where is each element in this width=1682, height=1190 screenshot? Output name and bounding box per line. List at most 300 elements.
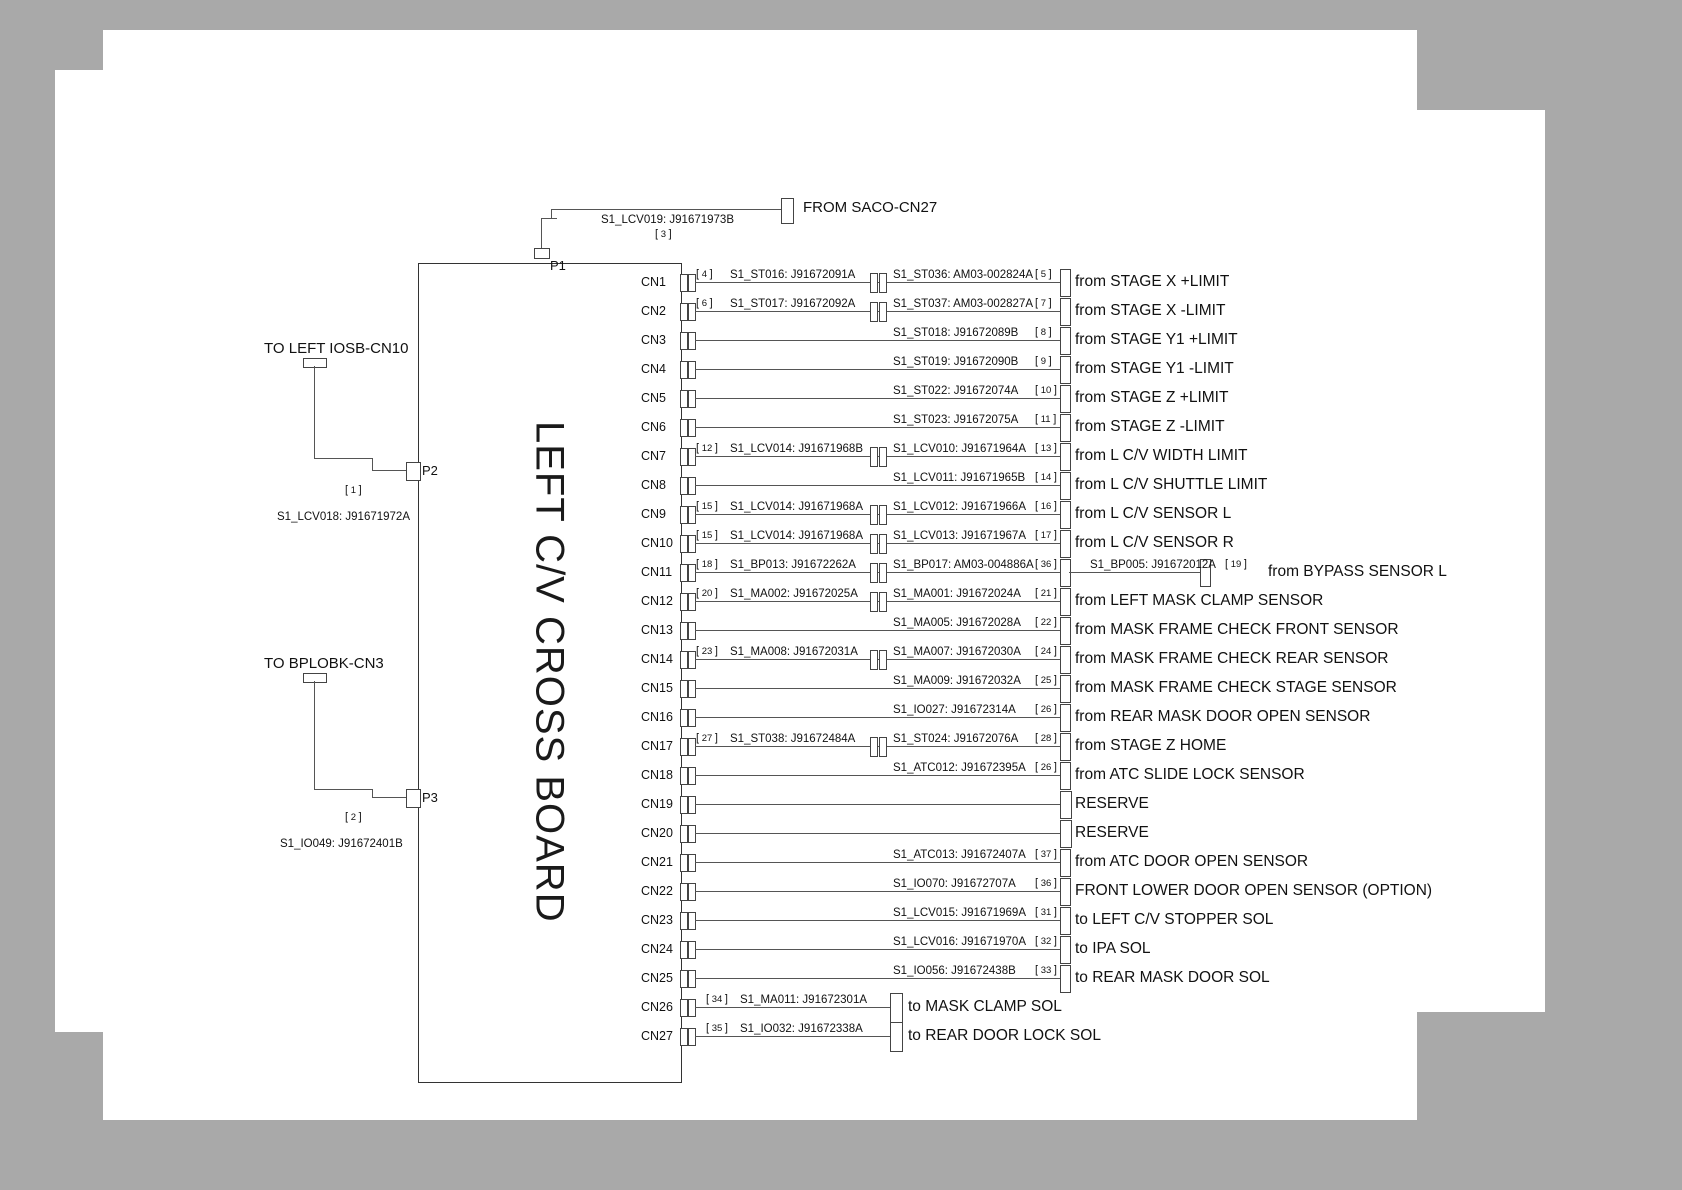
row-CN14-board-connector-b xyxy=(688,651,696,669)
row-CN17-mid-tag: [ 27 ] xyxy=(696,732,718,744)
row-CN3-board-connector-b xyxy=(688,332,696,350)
row-CN7-description: from L C/V WIDTH LIMIT xyxy=(1075,447,1248,464)
row-CN13-description: from MASK FRAME CHECK FRONT SENSOR xyxy=(1075,621,1399,638)
row-CN16-description: from REAR MASK DOOR OPEN SENSOR xyxy=(1075,708,1371,725)
row-CN19-board-connector-b xyxy=(688,796,696,814)
row-CN12-label: CN12 xyxy=(641,594,673,608)
row-CN17-label: CN17 xyxy=(641,739,673,753)
row-CN16-tag-number: 26 xyxy=(1040,704,1052,715)
row-CN3-tag-number: 8 xyxy=(1040,327,1046,338)
row-CN16-end-connector xyxy=(1060,704,1071,732)
row-CN11-mid-cable: S1_BP013: J91672262A xyxy=(730,559,856,571)
row-CN1-end-connector xyxy=(1060,269,1071,297)
row-CN1-tag-number: 5 xyxy=(1040,269,1046,280)
top-link-cable-label: S1_LCV019: J91671973B xyxy=(601,214,734,226)
row-CN9-mid-cable: S1_LCV014: J91671968A xyxy=(730,501,863,513)
row-CN2-tag-number: 7 xyxy=(1040,298,1046,309)
top-link-hline-a xyxy=(541,218,557,219)
bplobk-cn3-label: TO BPLOBK-CN3 xyxy=(264,655,384,672)
row-CN5-board-connector-b xyxy=(688,390,696,408)
row-CN21-wire xyxy=(695,862,1060,863)
row-CN8-tag-number: 14 xyxy=(1040,472,1052,483)
row-CN23-board-connector-a xyxy=(680,912,688,930)
row-CN27-mid-tag: [ 35 ] xyxy=(706,1022,728,1034)
row-CN21-tag-number: 37 xyxy=(1040,849,1052,860)
row-CN4-wire xyxy=(695,369,1060,370)
row-CN21-board-connector-b xyxy=(688,854,696,872)
row-CN26-wire xyxy=(695,1007,890,1008)
row-CN9-mid-tag: [ 15 ] xyxy=(696,500,718,512)
row-CN2-board-connector-a xyxy=(680,303,688,321)
row-CN24-board-connector-a xyxy=(680,941,688,959)
left-link1-hline2 xyxy=(372,470,408,471)
row-CN13-label: CN13 xyxy=(641,623,673,637)
row-CN14-description: from MASK FRAME CHECK REAR SENSOR xyxy=(1075,650,1389,667)
row-CN8-wire xyxy=(695,485,1060,486)
row-CN1-mid-cable: S1_ST016: J91672091A xyxy=(730,269,856,281)
row-CN3-cable: S1_ST018: J91672089B xyxy=(893,327,1019,339)
port-p2-connector xyxy=(406,462,421,481)
row-CN1-board-connector-b xyxy=(688,274,696,292)
row-CN16-label: CN16 xyxy=(641,710,673,724)
row-CN4-tag: [ 9 ] xyxy=(1035,355,1052,367)
left-link1-tag-number: 1 xyxy=(350,485,356,496)
row-CN5-tag-number: 10 xyxy=(1040,385,1052,396)
row-CN8-board-connector-a xyxy=(680,477,688,495)
row-CN1-description: from STAGE X +LIMIT xyxy=(1075,273,1230,290)
row-CN18-cable: S1_ATC012: J91672395A xyxy=(893,762,1026,774)
row-CN11-extra-tag-number: 19 xyxy=(1230,559,1242,570)
row-CN14-mid-cable: S1_MA008: J91672031A xyxy=(730,646,858,658)
row-CN4-tag-number: 9 xyxy=(1040,356,1046,367)
row-CN19-label: CN19 xyxy=(641,797,673,811)
row-CN9-description: from L C/V SENSOR L xyxy=(1075,505,1232,522)
row-CN11-label: CN11 xyxy=(641,565,673,579)
row-CN23-cable: S1_LCV015: J91671969A xyxy=(893,907,1026,919)
row-CN11-tag: [ 36 ] xyxy=(1035,558,1057,570)
row-CN9-board-connector-a xyxy=(680,506,688,524)
row-CN6-tag-number: 11 xyxy=(1040,414,1051,425)
row-CN20-end-connector xyxy=(1060,820,1072,848)
row-CN5-description: from STAGE Z +LIMIT xyxy=(1075,389,1229,406)
row-CN21-tag: [ 37 ] xyxy=(1035,848,1057,860)
row-CN6-board-connector-a xyxy=(680,419,688,437)
left-link2-tag-number: 2 xyxy=(350,812,356,823)
row-CN1-mid-connector-b xyxy=(879,273,887,293)
row-CN21-description: from ATC DOOR OPEN SENSOR xyxy=(1075,853,1309,870)
row-CN14-board-connector-a xyxy=(680,651,688,669)
row-CN16-board-connector-b xyxy=(688,709,696,727)
row-CN4-label: CN4 xyxy=(641,362,667,376)
row-CN13-cable: S1_MA005: J91672028A xyxy=(893,617,1021,629)
row-CN7-tag-number: 13 xyxy=(1040,443,1052,454)
row-CN27-board-connector-a xyxy=(680,1028,688,1046)
row-CN12-mid-tag-number: 20 xyxy=(701,588,713,599)
port-p3-connector xyxy=(406,789,421,808)
corner-notch-bottom-left xyxy=(55,1032,103,1120)
row-CN17-mid-connector-b xyxy=(879,737,887,757)
row-CN27-wire xyxy=(695,1036,890,1037)
left-link1-cable-label: S1_LCV018: J91671972A xyxy=(277,511,410,523)
row-CN9-tag-number: 16 xyxy=(1040,501,1052,512)
row-CN10-board-connector-b xyxy=(688,535,696,553)
row-CN9-mid-connector-a xyxy=(870,505,878,525)
row-CN7-mid-connector-a xyxy=(870,447,878,467)
row-CN11-extra-cable: S1_BP005: J91672012A xyxy=(1090,559,1216,571)
row-CN13-tag: [ 22 ] xyxy=(1035,616,1057,628)
row-CN18-end-connector xyxy=(1060,762,1071,790)
row-CN7-mid-tag: [ 12 ] xyxy=(696,442,718,454)
row-CN19-wire xyxy=(695,804,1060,805)
row-CN21-label: CN21 xyxy=(641,855,673,869)
row-CN8-board-connector-b xyxy=(688,477,696,495)
row-CN15-label: CN15 xyxy=(641,681,673,695)
row-CN16-wire xyxy=(695,717,1060,718)
row-CN1-mid-connector-a xyxy=(870,273,878,293)
row-CN17-cable: S1_ST024: J91672076A xyxy=(893,733,1019,745)
row-CN27-label: CN27 xyxy=(641,1029,673,1043)
row-CN24-tag-number: 32 xyxy=(1040,936,1052,947)
row-CN15-cable: S1_MA009: J91672032A xyxy=(893,675,1021,687)
top-link-vline xyxy=(541,218,542,248)
row-CN2-mid-cable: S1_ST017: J91672092A xyxy=(730,298,856,310)
row-CN3-description: from STAGE Y1 +LIMIT xyxy=(1075,331,1238,348)
row-CN15-board-connector-b xyxy=(688,680,696,698)
row-CN22-wire xyxy=(695,891,1060,892)
row-CN11-tag-number: 36 xyxy=(1040,559,1052,570)
row-CN1-mid-tag-number: 4 xyxy=(701,269,707,280)
row-CN10-tag-number: 17 xyxy=(1040,530,1052,541)
row-CN5-wire xyxy=(695,398,1060,399)
row-CN18-tag: [ 26 ] xyxy=(1035,761,1057,773)
row-CN24-description: to IPA SOL xyxy=(1075,940,1151,957)
row-CN25-wire xyxy=(695,978,1060,979)
row-CN26-end-connector xyxy=(890,993,903,1023)
row-CN22-board-connector-a xyxy=(680,883,688,901)
row-CN24-label: CN24 xyxy=(641,942,673,956)
row-CN10-mid-tag: [ 15 ] xyxy=(696,529,718,541)
row-CN16-board-connector-a xyxy=(680,709,688,727)
top-link-hline-b xyxy=(551,209,781,210)
row-CN23-label: CN23 xyxy=(641,913,673,927)
corner-notch-top-left xyxy=(55,30,103,70)
row-CN1-mid-tag: [ 4 ] xyxy=(696,268,713,280)
row-CN12-mid-connector-b xyxy=(879,592,887,612)
row-CN21-cable: S1_ATC013: J91672407A xyxy=(893,849,1026,861)
row-CN16-cable: S1_IO027: J91672314A xyxy=(893,704,1016,716)
row-CN8-description: from L C/V SHUTTLE LIMIT xyxy=(1075,476,1268,493)
row-CN9-label: CN9 xyxy=(641,507,667,521)
row-CN4-description: from STAGE Y1 -LIMIT xyxy=(1075,360,1234,377)
row-CN11-mid-connector-a xyxy=(870,563,878,583)
port-p1-label: P1 xyxy=(550,258,566,273)
row-CN9-end-connector xyxy=(1060,501,1071,529)
row-CN6-wire xyxy=(695,427,1060,428)
row-CN10-mid-connector-b xyxy=(879,534,887,554)
row-CN7-tag: [ 13 ] xyxy=(1035,442,1057,454)
row-CN6-tag: [ 11 ] xyxy=(1035,413,1057,425)
row-CN22-description: FRONT LOWER DOOR OPEN SENSOR (OPTION) xyxy=(1075,882,1433,899)
left-iosb-cn10-connector xyxy=(303,358,327,368)
row-CN17-tag: [ 28 ] xyxy=(1035,732,1057,744)
left-link1-hline xyxy=(314,458,372,459)
row-CN4-end-connector xyxy=(1060,356,1071,384)
row-CN14-mid-connector-b xyxy=(879,650,887,670)
row-CN17-mid-tag-number: 27 xyxy=(701,733,713,744)
row-CN23-end-connector xyxy=(1060,907,1071,935)
row-CN10-description: from L C/V SENSOR R xyxy=(1075,534,1234,551)
row-CN2-tag: [ 7 ] xyxy=(1035,297,1052,309)
row-CN14-tag: [ 24 ] xyxy=(1035,645,1057,657)
row-CN25-tag-number: 33 xyxy=(1040,965,1052,976)
row-CN26-mid-cable: S1_MA011: J91672301A xyxy=(740,994,868,1006)
row-CN4-cable: S1_ST019: J91672090B xyxy=(893,356,1019,368)
row-CN5-cable: S1_ST022: J91672074A xyxy=(893,385,1019,397)
row-CN3-end-connector xyxy=(1060,327,1071,355)
row-CN12-board-connector-a xyxy=(680,593,688,611)
row-CN11-mid-connector-b xyxy=(879,563,887,583)
row-CN22-end-connector xyxy=(1060,878,1071,906)
row-CN9-tag: [ 16 ] xyxy=(1035,500,1057,512)
saco-cn27-connector xyxy=(781,198,794,224)
left-link2-vline xyxy=(314,681,315,789)
row-CN12-end-connector xyxy=(1060,588,1071,616)
row-CN6-label: CN6 xyxy=(641,420,667,434)
row-CN25-board-connector-b xyxy=(688,970,696,988)
row-CN12-cable: S1_MA001: J91672024A xyxy=(893,588,1021,600)
row-CN17-mid-connector-a xyxy=(870,737,878,757)
row-CN2-mid-connector-a xyxy=(870,302,878,322)
port-p2-label: P2 xyxy=(422,463,438,478)
row-CN4-board-connector-a xyxy=(680,361,688,379)
row-CN13-end-connector xyxy=(1060,617,1071,645)
row-CN25-end-connector xyxy=(1060,965,1071,993)
row-CN25-description: to REAR MASK DOOR SOL xyxy=(1075,969,1270,986)
row-CN1-tag: [ 5 ] xyxy=(1035,268,1052,280)
row-CN13-board-connector-b xyxy=(688,622,696,640)
row-CN17-mid-cable: S1_ST038: J91672484A xyxy=(730,733,856,745)
saco-cn27-label: FROM SACO-CN27 xyxy=(803,199,938,216)
row-CN27-end-connector xyxy=(890,1022,903,1052)
row-CN10-cable: S1_LCV013: J91671967A xyxy=(893,530,1026,542)
row-CN11-mid-tag: [ 18 ] xyxy=(696,558,718,570)
row-CN9-cable: S1_LCV012: J91671966A xyxy=(893,501,1026,513)
port-p3-label: P3 xyxy=(422,790,438,805)
row-CN21-end-connector xyxy=(1060,849,1071,877)
row-CN20-wire xyxy=(695,833,1060,834)
row-CN3-tag: [ 8 ] xyxy=(1035,326,1052,338)
row-CN18-description: from ATC SLIDE LOCK SENSOR xyxy=(1075,766,1305,783)
left-link2-hline2 xyxy=(372,797,408,798)
row-CN11-end-connector xyxy=(1060,559,1071,587)
row-CN12-board-connector-b xyxy=(688,593,696,611)
row-CN2-board-connector-b xyxy=(688,303,696,321)
row-CN22-tag-number: 36 xyxy=(1040,878,1052,889)
row-CN11-mid-tag-number: 18 xyxy=(701,559,713,570)
row-CN3-wire xyxy=(695,340,1060,341)
row-CN6-cable: S1_ST023: J91672075A xyxy=(893,414,1019,426)
row-CN15-end-connector xyxy=(1060,675,1071,703)
row-CN2-mid-connector-b xyxy=(879,302,887,322)
row-CN17-board-connector-b xyxy=(688,738,696,756)
left-link1-vline2 xyxy=(372,458,373,470)
row-CN19-board-connector-a xyxy=(680,796,688,814)
row-CN22-tag: [ 36 ] xyxy=(1035,877,1057,889)
row-CN5-label: CN5 xyxy=(641,391,667,405)
row-CN26-board-connector-a xyxy=(680,999,688,1017)
row-CN23-board-connector-b xyxy=(688,912,696,930)
corner-notch-bottom-right xyxy=(1417,1012,1545,1120)
row-CN1-board-connector-a xyxy=(680,274,688,292)
row-CN14-mid-connector-a xyxy=(870,650,878,670)
row-CN10-end-connector xyxy=(1060,530,1071,558)
row-CN2-label: CN2 xyxy=(641,304,667,318)
corner-notch-top-right xyxy=(1417,30,1545,110)
row-CN18-board-connector-a xyxy=(680,767,688,785)
row-CN1-cable: S1_ST036: AM03-002824A xyxy=(893,269,1034,281)
row-CN3-label: CN3 xyxy=(641,333,667,347)
row-CN12-description: from LEFT MASK CLAMP SENSOR xyxy=(1075,592,1324,609)
left-link2-tag: [ 2 ] xyxy=(345,811,362,823)
left-link2-cable-label: S1_IO049: J91672401B xyxy=(280,838,403,850)
row-CN14-tag-number: 24 xyxy=(1040,646,1052,657)
row-CN2-end-connector xyxy=(1060,298,1071,326)
row-CN19-description: RESERVE xyxy=(1075,795,1149,812)
row-CN17-description: from STAGE Z HOME xyxy=(1075,737,1227,754)
row-CN7-board-connector-a xyxy=(680,448,688,466)
row-CN7-mid-connector-b xyxy=(879,447,887,467)
row-CN17-end-connector xyxy=(1060,733,1071,761)
row-CN20-label: CN20 xyxy=(641,826,673,840)
row-CN18-tag-number: 26 xyxy=(1040,762,1052,773)
row-CN24-tag: [ 32 ] xyxy=(1035,935,1057,947)
row-CN6-board-connector-b xyxy=(688,419,696,437)
row-CN14-cable: S1_MA007: J91672030A xyxy=(893,646,1021,658)
row-CN26-label: CN26 xyxy=(641,1000,673,1014)
row-CN7-end-connector xyxy=(1060,443,1071,471)
row-CN25-board-connector-a xyxy=(680,970,688,988)
row-CN23-tag: [ 31 ] xyxy=(1035,906,1057,918)
top-link-tag-number: 3 xyxy=(660,229,666,240)
row-CN11-description: from BYPASS SENSOR L xyxy=(1268,563,1447,580)
row-CN27-mid-cable: S1_IO032: J91672338A xyxy=(740,1023,863,1035)
row-CN14-end-connector xyxy=(1060,646,1071,674)
row-CN7-mid-cable: S1_LCV014: J91671968B xyxy=(730,443,863,455)
row-CN6-end-connector xyxy=(1060,414,1071,442)
row-CN26-mid-tag: [ 34 ] xyxy=(706,993,728,1005)
row-CN14-label: CN14 xyxy=(641,652,673,666)
row-CN24-end-connector xyxy=(1060,936,1071,964)
row-CN27-mid-tag-number: 35 xyxy=(711,1023,723,1034)
left-link2-hline xyxy=(314,789,372,790)
row-CN20-board-connector-a xyxy=(680,825,688,843)
row-CN18-label: CN18 xyxy=(641,768,673,782)
row-CN15-description: from MASK FRAME CHECK STAGE SENSOR xyxy=(1075,679,1397,696)
row-CN11-board-connector-b xyxy=(688,564,696,582)
row-CN25-cable: S1_IO056: J91672438B xyxy=(893,965,1016,977)
row-CN12-mid-tag: [ 20 ] xyxy=(696,587,718,599)
row-CN8-end-connector xyxy=(1060,472,1071,500)
row-CN15-board-connector-a xyxy=(680,680,688,698)
row-CN9-board-connector-b xyxy=(688,506,696,524)
row-CN24-cable: S1_LCV016: J91671970A xyxy=(893,936,1026,948)
row-CN9-mid-connector-b xyxy=(879,505,887,525)
row-CN26-description: to MASK CLAMP SOL xyxy=(908,998,1062,1015)
top-link-vline-b xyxy=(551,209,552,219)
row-CN18-board-connector-b xyxy=(688,767,696,785)
row-CN27-board-connector-b xyxy=(688,1028,696,1046)
row-CN18-wire xyxy=(695,775,1060,776)
row-CN5-board-connector-a xyxy=(680,390,688,408)
left-link1-tag: [ 1 ] xyxy=(345,484,362,496)
row-CN10-label: CN10 xyxy=(641,536,673,550)
row-CN10-mid-cable: S1_LCV014: J91671968A xyxy=(730,530,863,542)
row-CN26-board-connector-b xyxy=(688,999,696,1017)
row-CN7-mid-tag-number: 12 xyxy=(701,443,713,454)
row-CN11-extra-wire xyxy=(1069,572,1200,573)
row-CN12-tag-number: 21 xyxy=(1040,588,1052,599)
row-CN27-description: to REAR DOOR LOCK SOL xyxy=(908,1027,1101,1044)
row-CN24-wire xyxy=(695,949,1060,950)
row-CN26-mid-tag-number: 34 xyxy=(711,994,723,1005)
row-CN10-board-connector-a xyxy=(680,535,688,553)
row-CN13-tag-number: 22 xyxy=(1040,617,1052,628)
row-CN10-mid-tag-number: 15 xyxy=(701,530,713,541)
row-CN24-board-connector-b xyxy=(688,941,696,959)
row-CN6-description: from STAGE Z -LIMIT xyxy=(1075,418,1225,435)
row-CN1-label: CN1 xyxy=(641,275,667,289)
row-CN9-mid-tag-number: 15 xyxy=(701,501,713,512)
row-CN8-label: CN8 xyxy=(641,478,667,492)
row-CN11-board-connector-a xyxy=(680,564,688,582)
row-CN8-cable: S1_LCV011: J91671965B xyxy=(893,472,1026,484)
row-CN5-tag: [ 10 ] xyxy=(1035,384,1057,396)
row-CN25-label: CN25 xyxy=(641,971,673,985)
board-rectangle xyxy=(418,263,682,1083)
left-iosb-cn10-label: TO LEFT IOSB-CN10 xyxy=(264,340,409,357)
row-CN15-tag-number: 25 xyxy=(1040,675,1052,686)
row-CN10-mid-connector-a xyxy=(870,534,878,554)
row-CN7-cable: S1_LCV010: J91671964A xyxy=(893,443,1026,455)
row-CN12-tag: [ 21 ] xyxy=(1035,587,1057,599)
row-CN13-wire xyxy=(695,630,1060,631)
row-CN8-tag: [ 14 ] xyxy=(1035,471,1057,483)
row-CN14-mid-tag-number: 23 xyxy=(701,646,713,657)
row-CN13-board-connector-a xyxy=(680,622,688,640)
row-CN11-cable: S1_BP017: AM03-004886A xyxy=(893,559,1034,571)
row-CN14-mid-tag: [ 23 ] xyxy=(696,645,718,657)
row-CN22-label: CN22 xyxy=(641,884,673,898)
row-CN4-board-connector-b xyxy=(688,361,696,379)
row-CN23-tag-number: 31 xyxy=(1040,907,1052,918)
row-CN2-cable: S1_ST037: AM03-002827A xyxy=(893,298,1034,310)
row-CN11-extra-tag: [ 19 ] xyxy=(1225,558,1247,570)
row-CN7-label: CN7 xyxy=(641,449,667,463)
row-CN19-end-connector xyxy=(1060,791,1072,819)
board-title-text: LEFT C/V CROSS BOARD xyxy=(527,421,572,923)
left-link1-vline xyxy=(314,366,315,458)
row-CN20-description: RESERVE xyxy=(1075,824,1149,841)
row-CN12-mid-connector-a xyxy=(870,592,878,612)
row-CN23-description: to LEFT C/V STOPPER SOL xyxy=(1075,911,1274,928)
row-CN20-board-connector-b xyxy=(688,825,696,843)
row-CN21-board-connector-a xyxy=(680,854,688,872)
row-CN15-wire xyxy=(695,688,1060,689)
row-CN25-tag: [ 33 ] xyxy=(1035,964,1057,976)
row-CN23-wire xyxy=(695,920,1060,921)
row-CN22-cable: S1_IO070: J91672707A xyxy=(893,878,1016,890)
bplobk-cn3-connector xyxy=(303,673,327,683)
